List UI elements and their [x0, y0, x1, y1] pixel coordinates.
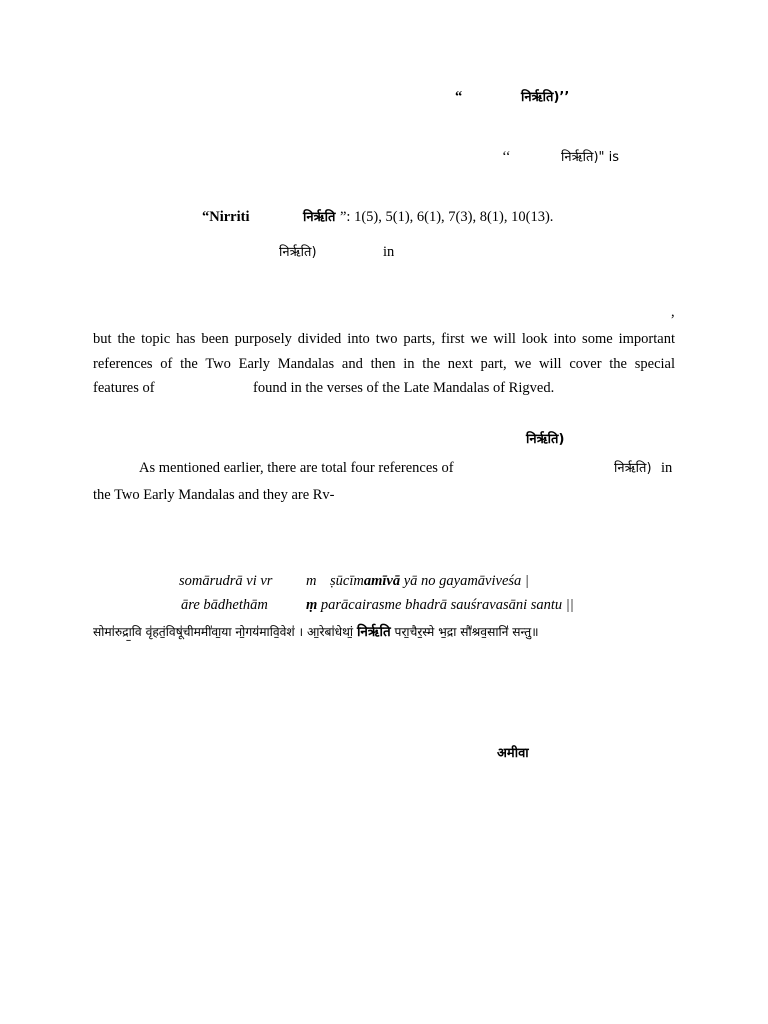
- line3-counts: ”: 1(5), 5(1), 6(1), 7(3), 8(1), 10(13).: [340, 209, 554, 225]
- heading-nirriti-word: निर्ऋति)’’: [521, 90, 570, 105]
- verse-devanagari-bold: निर्ऋति: [356, 624, 391, 640]
- verse-translit1-c: [330, 572, 529, 590]
- footer-amiva-word: अमीवा: [497, 746, 529, 761]
- line3-nirriti-word: निर्ऋति: [303, 210, 336, 225]
- verse-translit2-bold: ṃ: [306, 597, 318, 613]
- paragraph1-line2: references of the Two Early Mandalas and then in the next part, we will cover the special: [93, 355, 675, 372]
- paragraph2-line1-a: As mentioned earlier, there are total four references of: [139, 460, 454, 476]
- paragraph2-line1-in: in: [661, 460, 673, 476]
- heading-open-quote: “: [455, 89, 463, 105]
- paragraph1-line3-b: found in the verses of the Late Mandalas of Rigved.: [253, 380, 555, 396]
- verse-translit1-d: yā no gayamāviveśa |: [400, 573, 529, 589]
- verse-translit2-b: [306, 596, 574, 614]
- line2-nirriti-word: निर्ऋति)" is: [561, 150, 620, 165]
- paragraph1-line3-a: features of: [93, 380, 155, 396]
- paragraph-topic-division: [93, 327, 675, 376]
- line4-in: in: [383, 244, 395, 260]
- line3-term: “Nirriti: [202, 209, 250, 225]
- line2-open-quote: ‘‘: [502, 149, 511, 165]
- verse-translit1-a: somārudrā vi vr: [179, 573, 273, 589]
- paragraph2-line2: the Two Early Mandalas and they are Rv-: [93, 487, 335, 503]
- subheading-nirriti-word: निर्ऋति): [526, 432, 565, 447]
- stray-comma: ,: [671, 304, 675, 320]
- verse-translit2-a: āre bādhethām: [181, 597, 268, 613]
- verse-devanagari-a: सोमा॑रुद्रा॒वि वृ॑हतं॒विषू॑चीममी॑वा॒या नो॒गय॑मावि॒वेश॑ । आ॒रेबा॑धेथां॒: [93, 625, 354, 639]
- paragraph1-line1: but the topic has been purposely divided into two parts, first we will look into some important: [93, 331, 675, 347]
- verse-devanagari: [93, 623, 539, 641]
- paragraph2-nirriti-word: निर्ऋति): [614, 461, 652, 476]
- verse-translit1-b: m: [306, 573, 317, 589]
- verse-devanagari-b: परा॒चैर॒स्मे भ॒द्रा सौ॑श्रव॒सानि॑ सन्तु॥: [394, 625, 539, 639]
- verse-translit1-bold: amīvā: [363, 573, 401, 589]
- verse-translit1-c-text: ṣūcīm: [330, 573, 364, 589]
- verse-translit2-b-text: parācairasme bhadrā sauśravasāni santu ||: [317, 597, 574, 613]
- line4-nirriti-word: निर्ऋति): [279, 245, 317, 260]
